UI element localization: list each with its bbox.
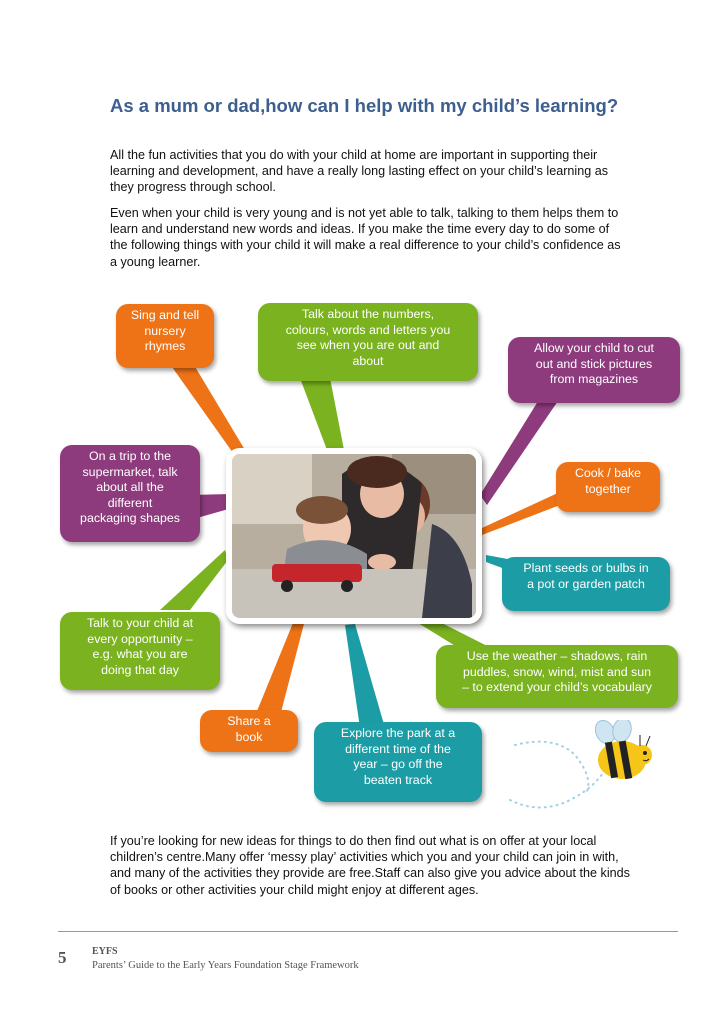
activity-bubble-sing-rhymes: Sing and tell nursery rhymes (116, 304, 214, 368)
connector-cook (482, 492, 560, 535)
connector-talk-numbers (300, 378, 345, 458)
bee-illustration (500, 720, 670, 815)
footer-divider (58, 931, 678, 932)
footer-title: EYFS (92, 946, 118, 957)
activity-bubble-supermarket: On a trip to the supermarket, talk about all the different packaging shapes (60, 445, 200, 542)
intro-paragraph-1: All the fun activities that you do with your child at home are important in supporting their learning and development, and have a really long lasting effect on your child’s learning as they progress through school. (110, 148, 609, 195)
footer-subtitle: Parents’ Guide to the Early Years Foundation Stage Framework (92, 960, 359, 971)
activity-bubble-weather: Use the weather – shadows, rain puddles, snow, wind, mist and sun – to extend your child’s vocabulary (436, 645, 678, 708)
activity-bubble-cook-bake: Cook / bake together (556, 462, 660, 512)
connector-explore-park (345, 624, 385, 728)
intro-paragraph-2: Even when your child is very young and is not yet able to talk, talking to them helps them to learn and understand new words and ideas. If you make the time every day to do some of the following things with your child it will make a real difference to your child’s confidence as a young learner. (110, 206, 621, 269)
connector-cut-out (480, 398, 560, 505)
activity-bubble-talk-numbers: Talk about the numbers, colours, words and letters you see when you are out and about (258, 303, 478, 381)
activity-bubble-talk-to-child: Talk to your child at every opportunity – e.g. what you are doing that day (60, 612, 220, 690)
page-heading: As a mum or dad,how can I help with my child’s learning? (110, 95, 619, 116)
activity-bubble-plant-seeds: Plant seeds or bulbs in a pot or garden patch (502, 557, 670, 611)
activity-bubble-explore-park: Explore the park at a different time of the year – go off the beaten track (314, 722, 482, 802)
activity-bubble-cut-out-pictures: Allow your child to cut out and stick pictures from magazines (508, 337, 680, 403)
activity-bubble-share-book: Share a book (200, 710, 298, 752)
page-number: 5 (58, 948, 67, 967)
family-photo (226, 448, 482, 624)
connector-talk-child (160, 550, 228, 610)
outro-paragraph: If you’re looking for new ideas for things to do then find out what is on offer at your local children’s centre.Many offer ‘messy play’ activities which you and your child can join in with, and many of the activities they provide are free.Staff can also give you advice about the kinds of books or other activities your child might enjoy at different ages. (110, 834, 630, 897)
connector-share-book (255, 618, 305, 716)
